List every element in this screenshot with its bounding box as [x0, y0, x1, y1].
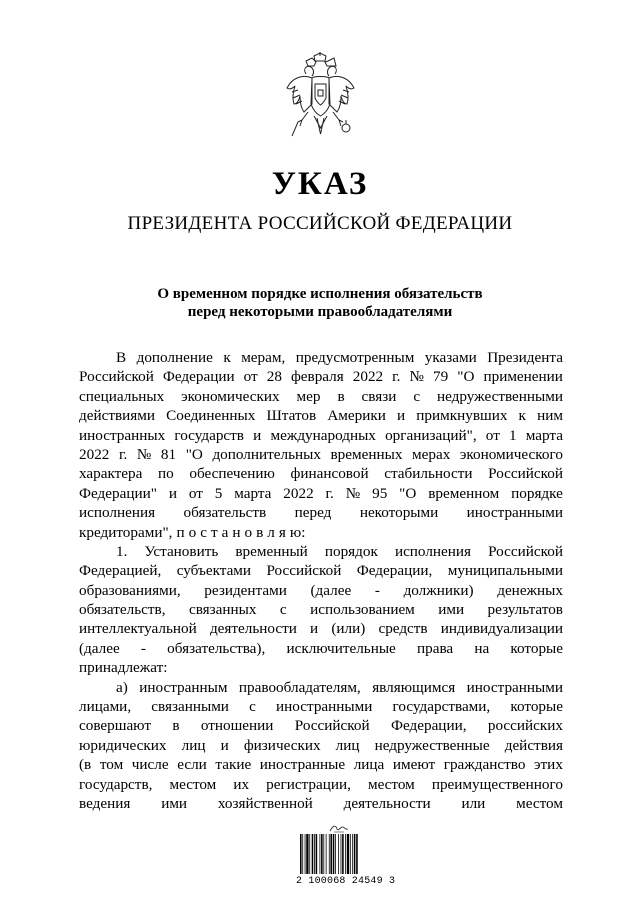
- body-line: лицами, связанными с иностранными государствами, которые: [79, 698, 563, 716]
- body-line: совершают в отношении Российской Федерации, российских: [79, 717, 563, 735]
- heading-line: О временном порядке исполнения обязательств: [157, 286, 483, 302]
- document-title: УКАЗ: [271, 166, 369, 202]
- body-line: иностранных государств и международных организаций", от 1 марта: [79, 426, 563, 444]
- heading-line: перед некоторыми правообладателями: [187, 304, 453, 320]
- body-line: обязательств, связанных с использованием ими результатов: [79, 601, 563, 619]
- document-heading: [80, 285, 560, 321]
- barcode-number: 2 100068 24549 3: [296, 876, 396, 887]
- body-line: юридических лиц и физических лиц недружественные действия: [79, 736, 563, 754]
- body-line: В дополнение к мерам, предусмотренным указами Президента: [116, 349, 563, 366]
- body-line: 2022 г. № 81 "О дополнительных временных мерах экономического: [79, 445, 563, 463]
- body-line: действиями Соединенных Штатов Америки и примкнувших к ним: [79, 407, 563, 425]
- body-line: а) иностранным правообладателям, являющимся иностранными: [116, 678, 563, 696]
- document-body: [79, 348, 563, 813]
- body-line: государств, местом их регистрации, местом преимущественного: [79, 775, 563, 793]
- coat-of-arms-icon: [284, 52, 357, 142]
- body-line: принадлежат:: [79, 659, 168, 677]
- body-line: Федерации" и от 5 марта 2022 г. № 95 "О временном порядке: [79, 484, 563, 502]
- body-line: характера по обеспечению финансовой стабильности Российской: [79, 465, 563, 483]
- body-line: (далее - обязательства), исключительные права на которые: [79, 639, 563, 657]
- barcode-bars-icon: [300, 834, 378, 874]
- body-line: образованиями, резидентами (далее - должники) денежных: [79, 581, 563, 599]
- body-line: интеллектуальной деятельности и (или) средств индивидуализации: [79, 620, 563, 638]
- body-line: ведения ими хозяйственной деятельности или местом: [79, 794, 563, 812]
- body-line: Российской Федерации от 28 февраля 2022 г. № 79 "О применении: [79, 368, 563, 386]
- signature-mark-icon: [328, 822, 350, 834]
- barcode: [296, 822, 396, 894]
- body-line: специальных экономических мер в связи с недружественными: [79, 387, 563, 405]
- body-line: кредиторами", п о с т а н о в л я ю:: [79, 523, 306, 541]
- body-line: Федерацией, субъектами Российской Федерации, муниципальными: [79, 562, 563, 580]
- body-line: (в том числе если такие иностранные лица имеют гражданство этих: [79, 756, 563, 774]
- document-subtitle: ПРЕЗИДЕНТА РОССИЙСКОЙ ФЕДЕРАЦИИ: [127, 213, 513, 234]
- body-line: исполнения обязательств перед некоторыми иностранными: [79, 504, 563, 522]
- body-line: 1. Установить временный порядок исполнения Российской: [116, 542, 563, 560]
